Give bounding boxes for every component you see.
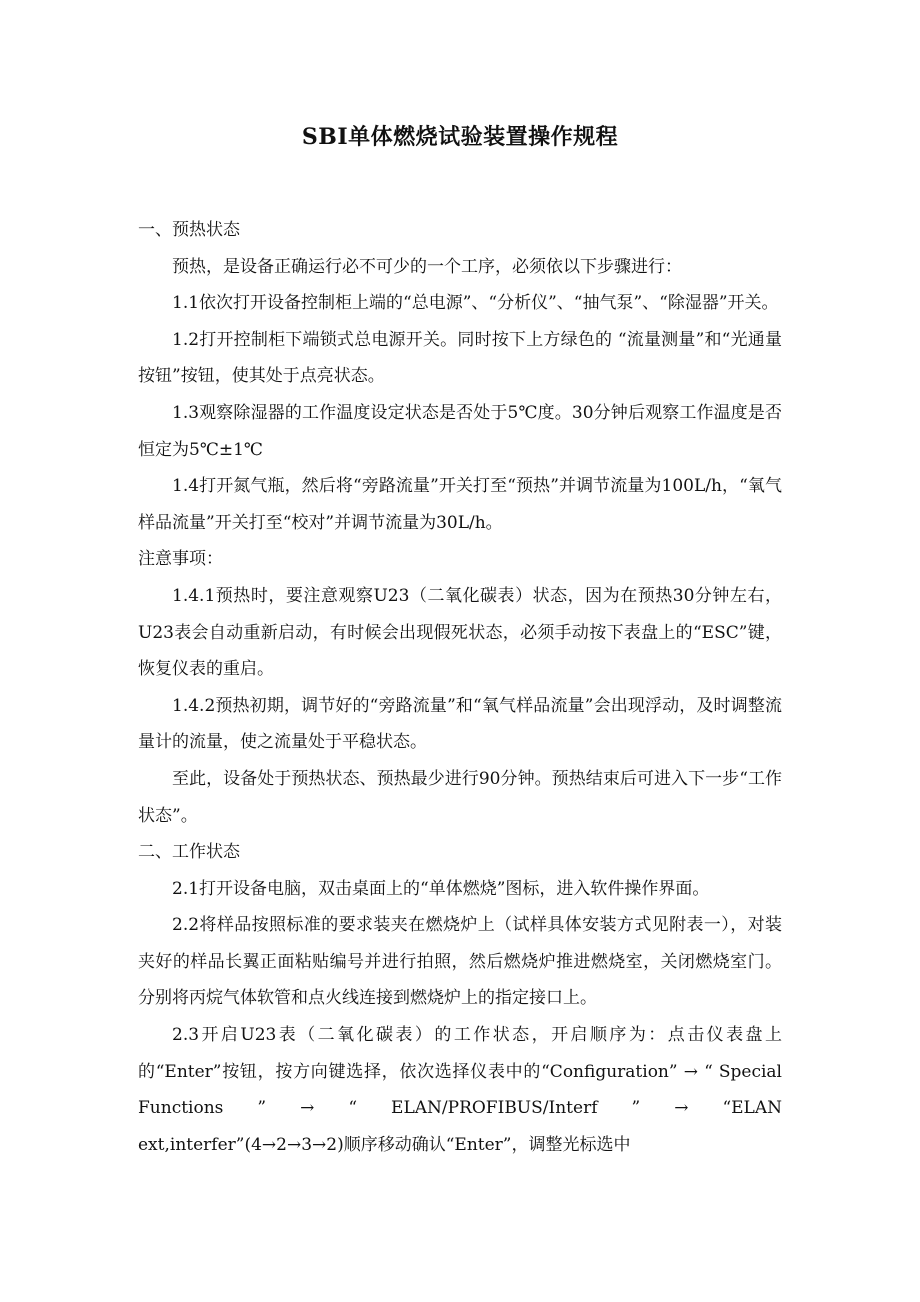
- paragraph: 2.1打开设备电脑，双击桌面上的“单体燃烧”图标，进入软件操作界面。: [172, 878, 710, 899]
- document-title: SBI单体燃烧试验装置操作规程: [301, 124, 619, 150]
- section-heading-preheat: 一、预热状态: [138, 220, 240, 240]
- paragraph: 1.1依次打开设备控制柜上端的“总电源”、“分析仪”、“抽气泵”、“除湿器”开关。: [172, 293, 779, 314]
- paragraph: 1.3观察除湿器的工作温度设定状态是否处于5℃度。30分钟后观察工作温度是否恒定为5℃±1℃: [138, 402, 782, 460]
- document-body: [138, 212, 782, 1163]
- paragraph: 2.3开启U23表（二氧化碳表）的工作状态，开启顺序为：点击仪表盘上的“Enter”按钮，按方向键选择，依次选择仪表中的“Configuration” → “ Special Functions ” → “ ELAN/PROFIBUS/Interf ” → “ELAN ext,interfer”(4→2→3→2)顺序移动确认“Enter”，调整光标选中: [138, 1025, 782, 1155]
- paragraph: 1.4打开氮气瓶，然后将“旁路流量”开关打至“预热”并调节流量为100L/h，“氧气样品流量”开关打至“校对”并调节流量为30L/h。: [138, 476, 782, 533]
- paragraph: 1.2打开控制柜下端锁式总电源开关。同时按下上方绿色的 “流量测量”和“光通量按钮”按钮，使其处于点亮状态。: [138, 329, 782, 387]
- notes-heading: 注意事项：: [138, 549, 223, 570]
- section-heading-working: 二、工作状态: [138, 842, 240, 863]
- paragraph: 2.2将样品按照标准的要求装夹在燃烧炉上（试样具体安装方式见附表一），对装夹好的样品长翼正面粘贴编号并进行拍照，然后燃烧炉推进燃烧室，关闭燃烧室门。分别将丙烷气体软管和点火线连接到燃烧炉上的指定接口上。: [138, 915, 782, 1009]
- paragraph: 1.4.2预热初期，调节好的“旁路流量”和“氧气样品流量”会出现浮动，及时调整流量计的流量，使之流量处于平稳状态。: [138, 695, 782, 753]
- paragraph: 1.4.1预热时，要注意观察U23（二氧化碳表）状态，因为在预热30分钟左右，U23表会自动重新启动，有时候会出现假死状态，必须手动按下表盘上的“ESC”键，恢复仪表的重启。: [138, 585, 782, 680]
- paragraph: 至此，设备处于预热状态、预热最少进行90分钟。预热结束后可进入下一步“工作状态”。: [138, 768, 782, 826]
- paragraph: 预热，是设备正确运行必不可少的一个工序，必须依以下步骤进行：: [172, 256, 682, 277]
